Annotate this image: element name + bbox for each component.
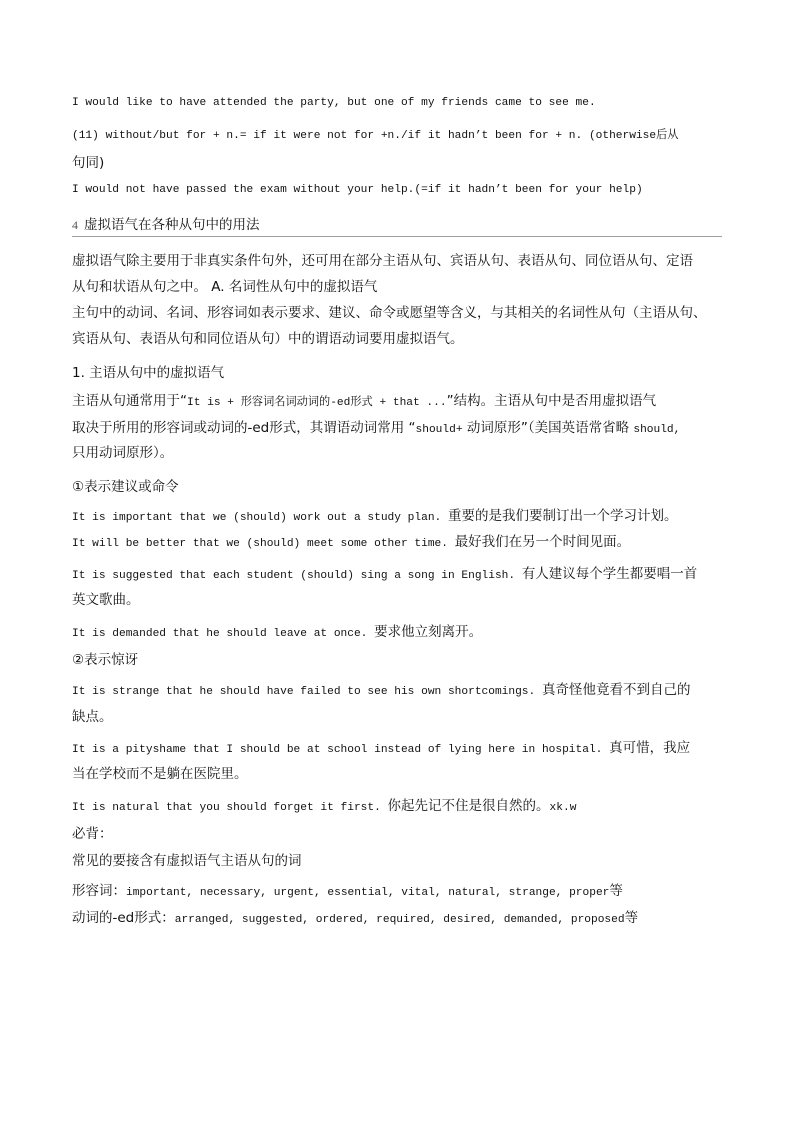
section-heading bbox=[72, 213, 260, 233]
example-cn: 重要的是我们要制订出一个学习计划。 bbox=[447, 508, 678, 524]
example-sentence-cont: 缺点。 bbox=[72, 709, 113, 725]
list-label: 形容词： bbox=[72, 883, 126, 899]
example-cn: 有人建议每个学生都要唱一首 bbox=[521, 566, 698, 582]
text-en: It is + 形容词名词动词的-ed形式 + that ... bbox=[187, 397, 447, 409]
example-cn: 你起先记不住是很自然的。 bbox=[387, 798, 550, 814]
text-line: 句同) bbox=[72, 155, 105, 171]
category-label: ①表示建议或命令 bbox=[72, 479, 179, 495]
example-cn: 真可惜，我应 bbox=[609, 740, 691, 756]
example-cn: 最好我们在另一个时间见面。 bbox=[454, 534, 631, 550]
example-en: It is strange that he should have failed to see his own shortcomings. bbox=[72, 686, 542, 698]
list-title: 常见的要接含有虚拟语气主语从句的词 bbox=[72, 853, 302, 869]
text-line: (11) without/but for + n.= if it were not for +n./if it hadn’t been for + n. (otherwise后从 bbox=[72, 130, 679, 142]
text-cn: A. 名词性从句中的虚拟语气 bbox=[207, 279, 378, 295]
example-sentence-cont: 英文歌曲。 bbox=[72, 592, 140, 608]
example-en: It is natural that you should forget it first. bbox=[72, 802, 388, 814]
text-cn: ”结构。主语从句中是否用虚拟语气 bbox=[446, 393, 657, 409]
list-label: 动词的-ed形式： bbox=[72, 910, 175, 926]
paragraph-line: 宾语从句、表语从句和同位语从句）中的谓语动词要用虚拟语气。 bbox=[72, 331, 464, 347]
list-words: arranged, suggested, ordered, required, desired, demanded, proposed bbox=[174, 914, 625, 926]
example-en: It is a pityshame that I should be at school instead of lying here in hospital. bbox=[72, 744, 610, 756]
text-line: I would not have passed the exam without your help.(=if it hadn’t been for your help) bbox=[72, 184, 643, 196]
heading-number: 4 bbox=[72, 218, 78, 232]
list-words: important, necessary, urgent, essential, vital, natural, strange, proper bbox=[126, 887, 610, 899]
example-sentence bbox=[72, 620, 482, 640]
text-cn: 动词原形”（美国英语常省略 bbox=[462, 420, 634, 436]
example-en: It will be better that we (should) meet some other time. bbox=[72, 538, 455, 550]
example-sentence bbox=[72, 530, 630, 550]
text-en: should, bbox=[633, 424, 681, 436]
list-end: 等 bbox=[609, 883, 623, 899]
example-sentence bbox=[72, 794, 576, 814]
example-en: It is demanded that he should leave at once. bbox=[72, 628, 375, 640]
category-label: ②表示惊讶 bbox=[72, 652, 139, 668]
text-cn: 取决于所用的形容词或动词的-ed形式，其谓语动词常用 “ bbox=[72, 420, 416, 436]
example-sentence bbox=[72, 736, 690, 756]
example-sentence bbox=[72, 504, 677, 524]
example-cn: 要求他立刻离开。 bbox=[374, 624, 483, 640]
text-en: should+ bbox=[415, 424, 463, 436]
example-sentence-cont: 当在学校而不是躺在医院里。 bbox=[72, 766, 248, 782]
paragraph-line bbox=[72, 275, 377, 295]
text-cn: 从句和状语从句之中。 bbox=[72, 279, 207, 295]
example-en: It is important that we (should) work out a study plan. bbox=[72, 512, 448, 524]
word-list-adjectives bbox=[72, 879, 623, 899]
word-list-verbs bbox=[72, 906, 638, 926]
example-cn: 真奇怪他竟看不到自己的 bbox=[541, 682, 691, 698]
paragraph-line bbox=[72, 389, 656, 409]
paragraph-line: 只用动词原形）。 bbox=[72, 445, 174, 461]
divider bbox=[72, 236, 722, 237]
example-sentence bbox=[72, 678, 690, 698]
paragraph-line: 主句中的动词、名词、形容词如表示要求、建议、命令或愿望等含义，与其相关的名词性从句（主语从句、 bbox=[72, 305, 707, 321]
text-line: I would like to have attended the party, but one of my friends came to see me. bbox=[72, 97, 596, 109]
subheading: 1. 主语从句中的虚拟语气 bbox=[72, 365, 225, 381]
paragraph-line bbox=[72, 416, 680, 436]
paragraph-line: 虚拟语气除主要用于非真实条件句外，还可用在部分主语从句、宾语从句、表语从句、同位语从句、定语 bbox=[72, 253, 693, 269]
list-end: 等 bbox=[624, 910, 639, 926]
example-sentence bbox=[72, 562, 697, 582]
heading-text: 虚拟语气在各种从句中的用法 bbox=[84, 217, 260, 233]
must-learn-label: 必背： bbox=[72, 826, 113, 842]
example-tail: xk.w bbox=[549, 802, 577, 814]
text-cn: 主语从句通常用于“ bbox=[72, 393, 187, 409]
example-en: It is suggested that each student (should) sing a song in English. bbox=[72, 570, 522, 582]
